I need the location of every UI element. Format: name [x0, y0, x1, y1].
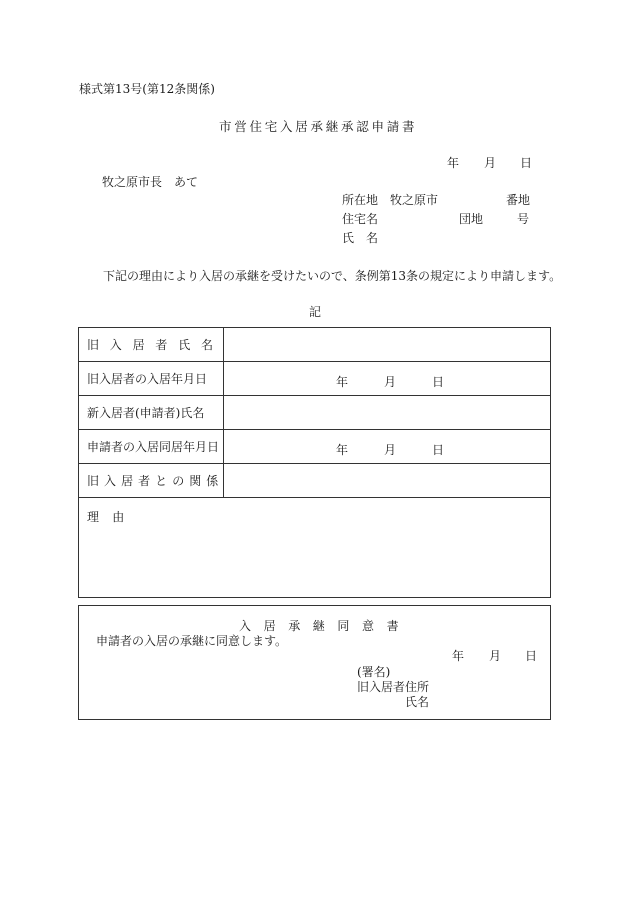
row-label: 旧入居者の入居年月日 — [79, 362, 224, 396]
applicant-address-suffix: 番地 — [506, 193, 531, 207]
form-number: 様式第13号(第12条関係) — [79, 82, 215, 96]
housing-complex-label: 団地 — [459, 212, 484, 226]
applicant-address-label: 所在地 牧之原市 — [342, 193, 439, 207]
year-label: 年 — [447, 156, 460, 170]
table-row — [79, 464, 551, 498]
housing-number-label: 号 — [517, 212, 530, 226]
table-row — [79, 430, 551, 464]
previous-tenant-name-label: 氏名 — [405, 695, 430, 709]
document-title: 市営住宅入居承継承認申請書 — [219, 119, 418, 134]
month-label: 月 — [489, 649, 502, 663]
day-label: 日 — [520, 156, 533, 170]
ki-label: 記 — [309, 305, 322, 319]
applicant-cohabitation-date-field[interactable] — [224, 430, 551, 464]
month-label: 月 — [384, 375, 397, 389]
year-label: 年 — [336, 375, 349, 389]
day-label: 日 — [432, 375, 445, 389]
row-label: 旧入居者との関係 — [79, 464, 224, 498]
year-label: 年 — [452, 649, 465, 663]
reason-field[interactable] — [79, 498, 551, 598]
previous-tenant-address-label: 旧入居者住所 — [357, 680, 430, 694]
consent-text: 申請者の入居の承継に同意します。 — [96, 634, 288, 648]
day-label: 日 — [525, 649, 538, 663]
application-date — [447, 157, 532, 169]
previous-move-in-date-field[interactable] — [224, 362, 551, 396]
day-label: 日 — [432, 443, 445, 457]
row-label: 旧入居者氏名 — [79, 328, 224, 362]
month-label: 月 — [384, 443, 397, 457]
applicant-name-label: 氏 名 — [342, 231, 379, 245]
signature-label: (署名) — [357, 665, 391, 679]
month-label: 月 — [484, 156, 497, 170]
row-label: 申請者の入居同居年月日 — [79, 430, 224, 464]
addressee: 牧之原市長 あて — [102, 175, 199, 189]
application-table — [78, 327, 551, 598]
consent-section — [78, 605, 551, 720]
reason-label: 理由 — [87, 510, 138, 524]
table-row — [79, 396, 551, 430]
previous-tenant-name-field[interactable] — [224, 328, 551, 362]
new-tenant-name-field[interactable] — [224, 396, 551, 430]
relationship-field[interactable] — [224, 464, 551, 498]
intro-text: 下記の理由により入居の承継を受けたいので、条例第13条の規定により申請します。 — [103, 269, 562, 283]
row-label: 新入居者(申請者)氏名 — [79, 396, 224, 430]
housing-label: 住宅名 — [342, 212, 379, 226]
table-row — [79, 328, 551, 362]
year-label: 年 — [336, 443, 349, 457]
consent-title: 入居承継同意書 — [239, 619, 412, 633]
table-row — [79, 362, 551, 396]
table-row — [79, 498, 551, 598]
consent-date — [452, 650, 537, 662]
